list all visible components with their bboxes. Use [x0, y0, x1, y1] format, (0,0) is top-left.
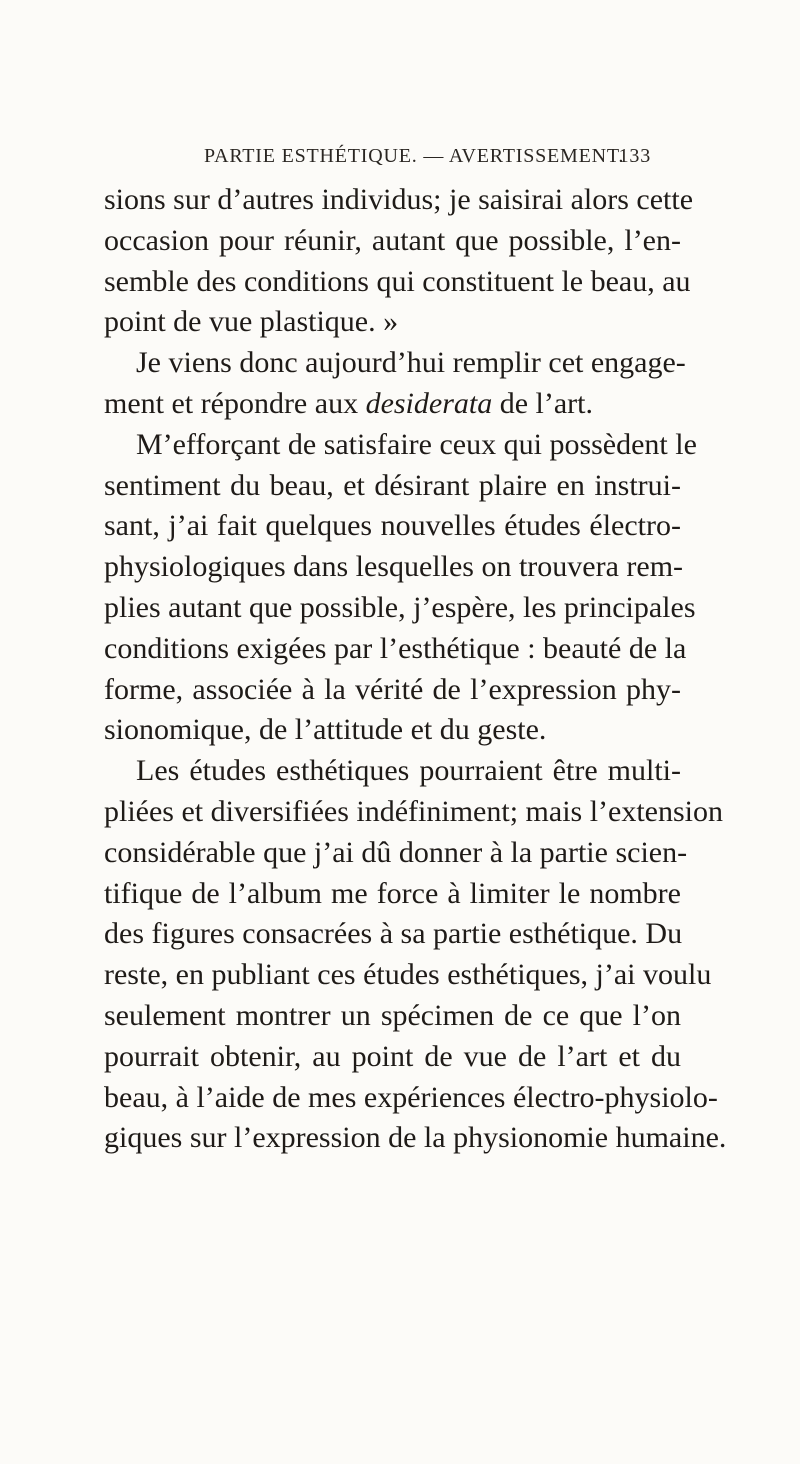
text-line: forme, associée à la vérité de l’expression phy- — [104, 672, 681, 706]
text-line: beau, à l’aide de mes expériences électro-physiolo- — [104, 1080, 718, 1114]
text-line: occasion pour réunir, autant que possible, l’en- — [104, 223, 681, 257]
text-line: semble des conditions qui constituent le beau, au — [104, 264, 691, 298]
page-header — [204, 145, 651, 173]
italic-term: desiderata — [365, 386, 493, 420]
paragraph-start-line: M’efforçant de satisfaire ceux qui possèdent le — [136, 427, 697, 461]
text-line: des figures consacrées à sa partie esthétique. Du — [104, 917, 683, 951]
text-fragment: de l’art. — [492, 386, 593, 420]
text-line: pliées et diversifiées indéfiniment; mais l’extension — [104, 794, 723, 828]
body-text — [104, 180, 727, 1159]
text-fragment: ment et répondre aux — [104, 386, 366, 420]
text-line: tifique de l’album me force à limiter le nombre — [104, 876, 681, 910]
text-line-with-italic — [104, 384, 681, 425]
text-line: seulement montrer un spécimen de ce que l’on — [104, 998, 681, 1032]
running-head: PARTIE ESTHÉTIQUE. — AVERTISSEMENT. — [204, 145, 625, 167]
text-line: conditions exigées par l’esthétique : beauté de la — [104, 631, 687, 665]
text-line: reste, en publiant ces études esthétiques, j’ai voulu — [104, 958, 712, 992]
text-line: physiologiques dans lesquelles on trouvera rem- — [104, 550, 684, 584]
text-line: plies autant que possible, j’espère, les principales — [104, 590, 696, 624]
paragraph-start-line: Je viens donc aujourd’hui remplir cet engage- — [136, 346, 686, 380]
text-line: considérable que j’ai dû donner à la partie scien- — [104, 835, 688, 869]
paragraph-start-line: Les études esthétiques pourraient être multi- — [136, 754, 681, 788]
text-line: sant, j’ai fait quelques nouvelles études électro- — [104, 509, 681, 543]
text-line: sentiment du beau, et désirant plaire en instrui- — [104, 468, 681, 502]
text-line: sionomique, de l’attitude et du geste. — [104, 713, 547, 747]
text-line: giques sur l’expression de la physionomie humaine. — [104, 1121, 727, 1155]
page-number: 133 — [618, 145, 651, 167]
text-line: sions sur d’autres individus; je saisirai alors cette — [104, 183, 694, 216]
text-line: point de vue plastique. » — [104, 305, 399, 339]
text-line: pourrait obtenir, au point de vue de l’art et du — [104, 1039, 681, 1073]
